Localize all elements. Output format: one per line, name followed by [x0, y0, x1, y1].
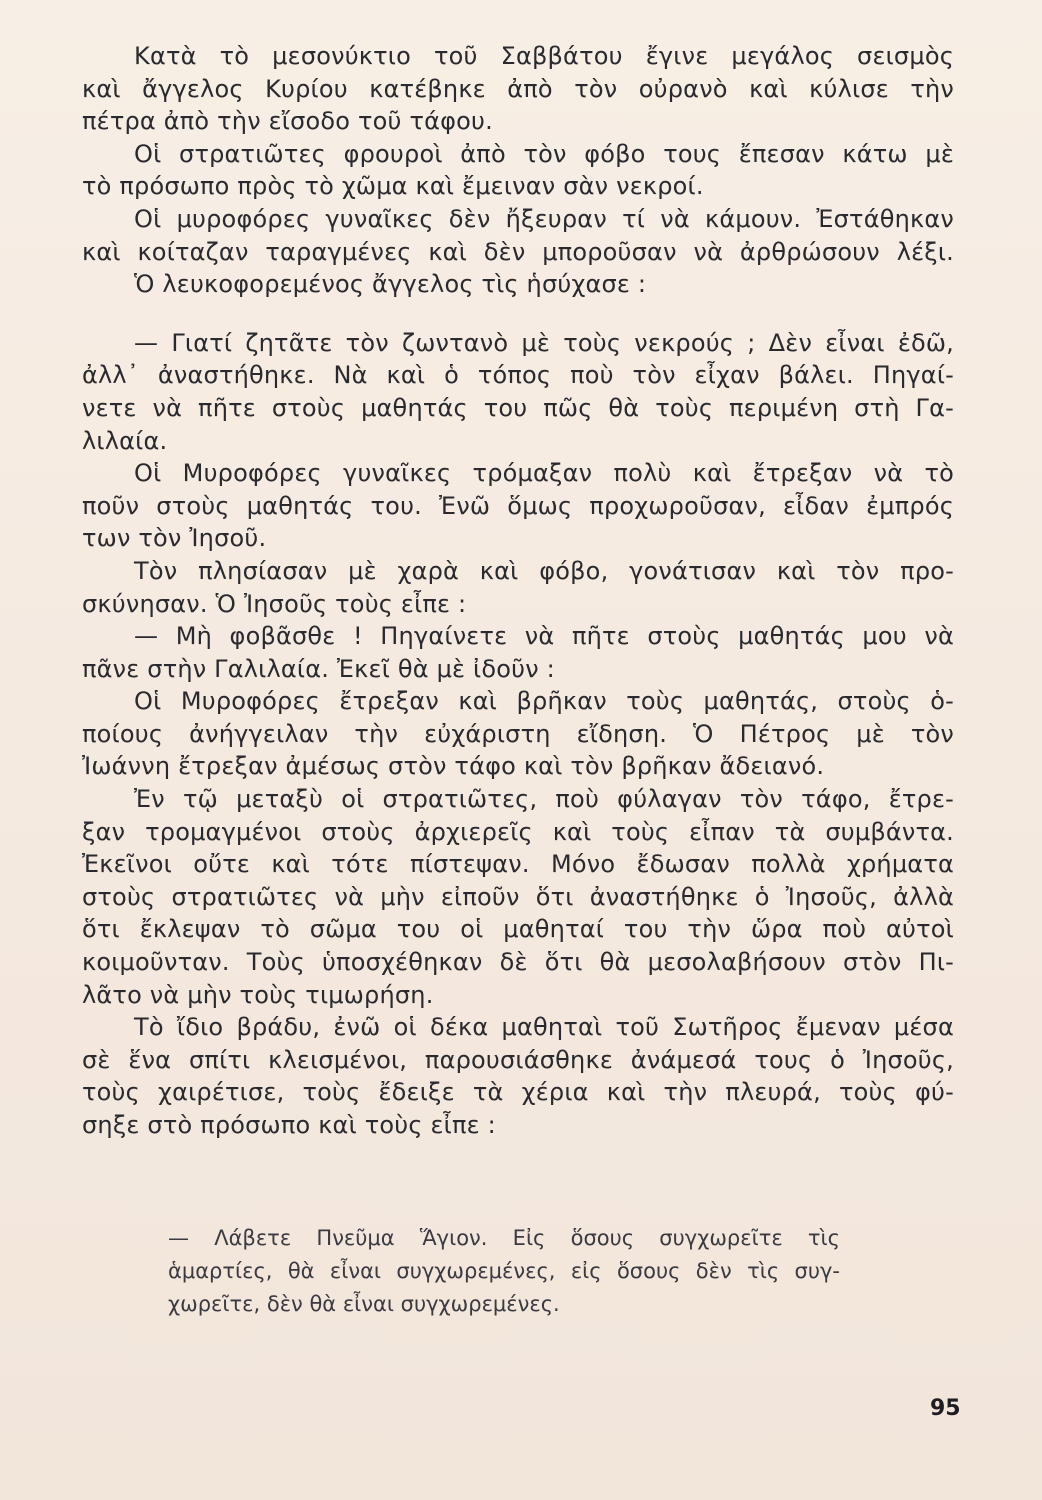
text-line: σηξε στὸ πρόσωπο καὶ τοὺς εἶπε :	[82, 1111, 496, 1139]
text-line: τοὺς χαιρέτισε, τοὺς ἔδειξε τὰ χέρια καὶ τὴν πλευρά, τοὺς φύ-	[82, 1078, 954, 1107]
text-line: Οἱ μυροφόρες γυναῖκες δὲν ἤξευραν τί νὰ κάμουν. Ἐστάθηκαν	[134, 204, 954, 233]
paragraph-1	[82, 40, 954, 138]
text-line: Οἱ στρατιῶτες φρουροὶ ἀπὸ τὸν φόβο τους ἔπεσαν κάτω μὲ	[134, 139, 954, 168]
paragraph-10	[82, 783, 954, 1011]
text-line: σὲ ἕνα σπίτι κλεισμένοι, παρουσιάσθηκε ἀνάμεσά τους ὁ Ἰησοῦς,	[82, 1045, 954, 1074]
body-text	[82, 40, 954, 1142]
text-line: Ἐκεῖνοι οὔτε καὶ τότε πίστεψαν. Μόνο ἔδωσαν πολλὰ χρήματα	[82, 850, 954, 879]
text-line: ξαν τρομαγμένοι στοὺς ἀρχιερεῖς καὶ τοὺς εἶπαν τὰ συμβάντα.	[82, 817, 954, 846]
paragraph-5	[82, 327, 954, 457]
text-line: κοιμοῦνταν. Τοὺς ὑποσχέθηκαν δὲ ὅτι θὰ μεσολαβήσουν στὸν Πι-	[82, 948, 954, 977]
text-line: πέτρα ἀπὸ τὴν εἴσοδο τοῦ τάφου.	[82, 107, 493, 136]
text-line: Ἐν τῷ μεταξὺ οἱ στρατιῶτες, ποὺ φύλαγαν τὸν τάφο, ἔτρε-	[134, 785, 954, 814]
text-line: Τὸν πλησίασαν μὲ χαρὰ καὶ φόβο, γονάτισαν καὶ τὸν προ-	[134, 556, 954, 585]
text-line: ὅτι ἔκλεψαν τὸ σῶμα του οἱ μαθηταί του τὴν ὥρα ποὺ αὐτοὶ	[82, 915, 954, 944]
text-line: Ὁ λευκοφορεμένος ἄγγελος τὶς ἡσύχασε :	[134, 270, 647, 299]
text-line: τὸ πρόσωπο πρὸς τὸ χῶμα καὶ ἔμειναν σὰν νεκροί.	[82, 172, 704, 201]
text-line: των τὸν Ἰησοῦ.	[82, 524, 267, 553]
paragraph-3	[82, 203, 954, 268]
quote-line: ἁμαρτίες, θὰ εἶναι συγχωρεμένες, εἰς ὅσους δὲν τὶς συγ-	[168, 1259, 840, 1283]
text-line: ποῦν στοὺς μαθητάς του. Ἐνῶ ὅμως προχωροῦσαν, εἶδαν ἐμπρός	[82, 491, 954, 520]
text-line: νετε νὰ πῆτε στοὺς μαθητάς του πῶς θὰ τοὺς περιμένη στὴ Γα-	[82, 393, 954, 422]
text-line: Ἰωάννη ἔτρεξαν ἀμέσως στὸν τάφο καὶ τὸν βρῆκαν ἄδειανό.	[82, 752, 825, 781]
text-line: καὶ ἄγγελος Κυρίου κατέβηκε ἀπὸ τὸν οὐρανὸ καὶ κύλισε τὴν	[82, 74, 954, 103]
text-line: ποίους ἀνήγγειλαν τὴν εὐχάριστη εἴδηση. Ὁ Πέτρος μὲ τὸν	[82, 719, 954, 748]
paragraph-11	[82, 1011, 954, 1141]
paragraph-4	[82, 268, 954, 301]
text-line: Οἱ Μυροφόρες γυναῖκες τρόμαξαν πολὺ καὶ ἔτρεξαν νὰ τὸ	[134, 459, 954, 488]
text-line: πᾶνε στὴν Γαλιλαία. Ἐκεῖ θὰ μὲ ἰδοῦν :	[82, 654, 555, 683]
quote-block	[168, 1222, 840, 1321]
paragraph-8	[82, 620, 954, 685]
text-line: Τὸ ἴδιο βράδυ, ἐνῶ οἱ δέκα μαθηταὶ τοῦ Σωτῆρος ἔμεναν μέσα	[134, 1013, 954, 1042]
text-line: Κατὰ τὸ μεσονύκτιο τοῦ Σαββάτου ἔγινε μεγάλος σεισμὸς	[134, 42, 954, 70]
page-number: 95	[930, 1396, 961, 1421]
text-line: λιλαία.	[82, 426, 168, 455]
paragraph-9	[82, 685, 954, 783]
text-line: — Μὴ φοβᾶσθε ! Πηγαίνετε νὰ πῆτε στοὺς μαθητάς μου νὰ	[134, 622, 954, 651]
text-line: ἀλλ᾽ ἀναστήθηκε. Νὰ καὶ ὁ τόπος ποὺ τὸν εἶχαν βάλει. Πηγαί-	[82, 361, 954, 390]
paragraph-7	[82, 555, 954, 620]
quote-line: — Λάβετε Πνεῦμα Ἅγιον. Εἰς ὅσους συγχωρεῖτε τὶς	[168, 1226, 840, 1250]
text-line: σκύνησαν. Ὁ Ἰησοῦς τοὺς εἶπε :	[82, 589, 467, 618]
paragraph-6	[82, 457, 954, 555]
paragraph-2	[82, 138, 954, 203]
text-line: Οἱ Μυροφόρες ἔτρεξαν καὶ βρῆκαν τοὺς μαθητάς, στοὺς ὁ-	[134, 687, 954, 716]
text-line: λᾶτο νὰ μὴν τοὺς τιμωρήση.	[82, 980, 434, 1009]
text-line: στοὺς στρατιῶτες νὰ μὴν εἰποῦν ὅτι ἀναστήθηκε ὁ Ἰησοῦς, ἀλλὰ	[82, 882, 954, 911]
quote-line: χωρεῖτε, δὲν θὰ εἶναι συγχωρεμένες.	[168, 1292, 560, 1316]
text-line: — Γιατί ζητᾶτε τὸν ζωντανὸ μὲ τοὺς νεκρούς ; Δὲν εἶναι ἐδῶ,	[134, 328, 954, 357]
text-line: καὶ κοίταζαν ταραγμένες καὶ δὲν μποροῦσαν νὰ ἀρθρώσουν λέξι.	[82, 237, 954, 266]
